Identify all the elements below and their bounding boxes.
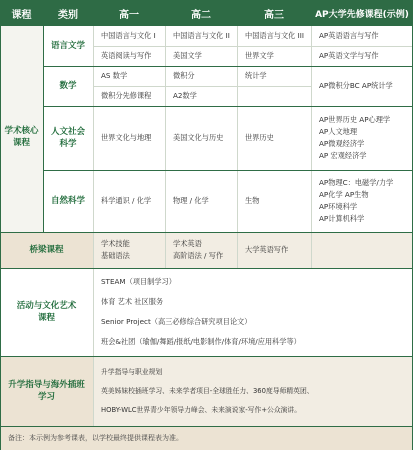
header-grade10: 高一 <box>93 0 165 26</box>
lang-g12-r2: 世界文学 <box>245 51 274 60</box>
section-line <box>43 26 44 232</box>
grid-line <box>93 268 94 426</box>
sci-g10: 科学通识 / 化学 <box>101 196 152 205</box>
sci-ap-3: AP环境科学 <box>319 202 358 211</box>
activity-item: 体育 艺术 社区服务 <box>101 297 164 306</box>
hum-g12: 世界历史 <box>245 133 274 142</box>
category-language: 语言文学 <box>43 26 93 66</box>
lang-g11-r2: 美国文学 <box>173 51 202 60</box>
section-line <box>43 170 413 171</box>
guidance-list <box>93 356 413 426</box>
guidance-item: HOBY-WLC世界青少年领导力峰会、未来演说家-写作+公众演讲。 <box>101 405 302 414</box>
sci-ap-1: AP物理C：电磁学/力学 <box>319 178 394 187</box>
humanities-label-line1: 人文社会 <box>50 127 85 137</box>
activity-item: STEAM（项目制学习） <box>101 277 176 286</box>
footnote: 备注：本示例为参考课表，以学校最终提供课程表为准。 <box>0 426 413 450</box>
grid-line <box>93 46 413 47</box>
lang-g12-r1: 中国语言与文化 III <box>245 31 304 40</box>
activities-label-line2: 课程 <box>37 313 55 323</box>
sci-g12: 生物 <box>245 196 260 205</box>
activities-label-line1: 活动与文化艺术 <box>16 301 77 311</box>
activities-list <box>93 268 413 356</box>
hum-ap-3: AP微观经济学 <box>319 139 365 148</box>
hum-ap <box>311 106 413 170</box>
section-line <box>43 66 413 67</box>
activities-label <box>0 268 93 356</box>
hum-ap-1: AP世界历史 AP心理学 <box>319 115 391 124</box>
math-g10-r1: AS 数学 <box>101 71 128 80</box>
section-line <box>0 268 413 269</box>
section-line <box>43 106 413 107</box>
hum-g10: 世界文化与地理 <box>101 133 152 142</box>
math-g11-r1: 微积分 <box>173 71 195 80</box>
bridge-g11 <box>165 232 237 268</box>
category-humanities <box>43 106 93 170</box>
hum-ap-2: AP人文地理 <box>319 127 358 136</box>
guidance-label <box>0 356 93 426</box>
sci-ap <box>311 170 413 232</box>
activity-item: Senior Project（高三必修综合研究项目论文） <box>101 317 252 326</box>
category-math: 数学 <box>43 66 93 106</box>
hum-g11: 美国文化与历史 <box>173 133 224 142</box>
math-g11-r2: A2数学 <box>173 91 197 100</box>
core-label-line2: 课程 <box>12 138 30 148</box>
header-course: 课程 <box>0 0 43 26</box>
header-grade12: 高三 <box>237 0 311 26</box>
section-line <box>0 426 413 427</box>
math-g12-r1: 统计学 <box>245 71 267 80</box>
lang-ap-r1: AP英语语言与写作 <box>319 31 379 40</box>
header-ap: AP大学先修课程(示例) <box>311 0 413 26</box>
lang-g11-r1: 中国语言与文化 II <box>173 31 230 40</box>
guidance-label-line2: 学习 <box>37 392 55 402</box>
bridge-label: 桥梁课程 <box>0 232 93 268</box>
bridge-g12: 大学英语写作 <box>237 232 311 268</box>
sci-g11: 物理 / 化学 <box>173 196 209 205</box>
bridge-g10 <box>93 232 165 268</box>
lang-g10-r2: 英语阅读与写作 <box>101 51 152 60</box>
bridge-g11-2: 高阶语法 / 写作 <box>173 251 224 260</box>
humanities-label-line2: 科学 <box>59 139 77 149</box>
bridge-g11-1: 学术英语 <box>173 239 202 248</box>
hum-ap-4: AP 宏观经济学 <box>319 151 367 160</box>
math-g10-r2: 微积分先修课程 <box>101 91 152 100</box>
core-courses-label <box>0 26 43 248</box>
section-line <box>0 356 413 357</box>
sci-ap-4: AP计算机科学 <box>319 214 365 223</box>
sci-ap-2: AP化学 AP生物 <box>319 190 369 199</box>
grid-line <box>93 86 311 87</box>
header-category: 类别 <box>43 0 93 26</box>
bridge-g10-1: 学术技能 <box>101 239 130 248</box>
category-science: 自然科学 <box>43 170 93 232</box>
core-label-line1: 学术核心 <box>4 126 39 136</box>
guidance-label-line1: 升学指导与海外插班 <box>8 380 85 390</box>
guidance-item: 升学指导与职业规划 <box>101 367 163 376</box>
section-line <box>0 232 413 233</box>
section-line <box>0 26 1 450</box>
bridge-ap-empty <box>311 232 413 268</box>
activity-item: 班会&社团（瑜伽/舞蹈/报纸/电影制作/体育/环境/应用科学等） <box>101 337 301 346</box>
bridge-g10-2: 基础语法 <box>101 251 130 260</box>
math-ap: AP微积分BC AP统计学 <box>319 81 393 90</box>
guidance-item: 英美姊妹校插班学习、未来学者项目-全球胜任力、360度导师精英团、 <box>101 386 314 395</box>
header-grade11: 高二 <box>165 0 237 26</box>
lang-g10-r1: 中国语言与文化 I <box>101 31 156 40</box>
lang-ap-r2: AP英语文学与写作 <box>319 51 379 60</box>
